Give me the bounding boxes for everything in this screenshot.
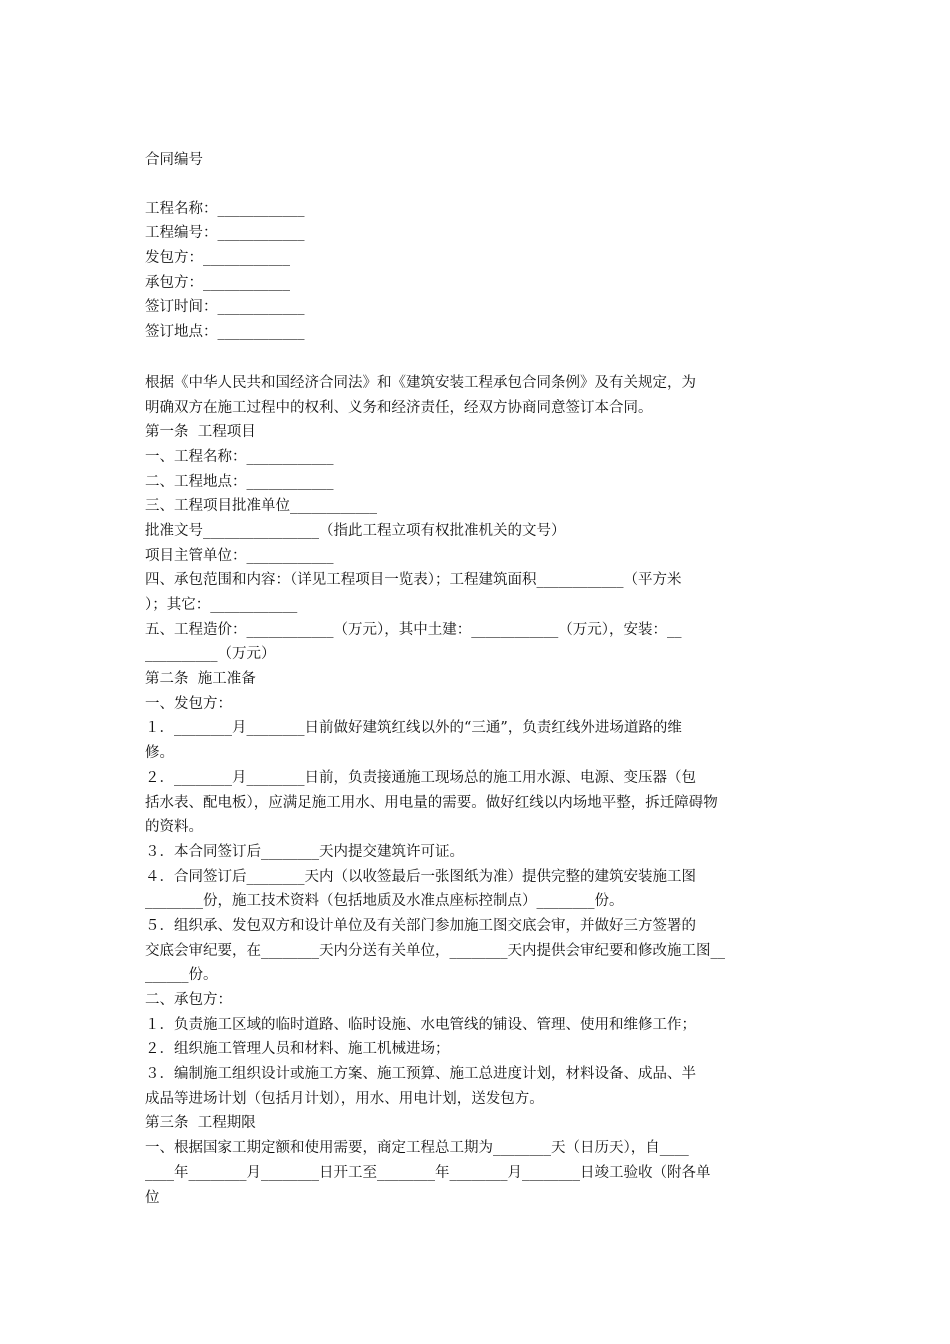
contract-body bbox=[145, 371, 815, 1210]
body-line: １．________月________日前做好建筑红线以外的“三通”，负责红线外进场道路的维 bbox=[145, 720, 682, 737]
body-line: 括水表、配电板），应满足施工用水、用电量的需要。做好红线以内场地平整，拆迁障碍物 bbox=[145, 794, 718, 811]
body-line: 一、工程名称：____________ bbox=[145, 448, 334, 465]
body-line: ４．合同签订后________天内（以收签最后一张图纸为准）提供完整的建筑安装施工图 bbox=[145, 868, 696, 885]
body-line: 一、发包方： bbox=[145, 695, 232, 712]
body-line: 的资料。 bbox=[145, 819, 203, 836]
cover-field-contractor: 承包方：____________ bbox=[145, 274, 290, 291]
spacer bbox=[145, 173, 815, 197]
body-line: 批准文号________________（指此工程立项有权批准机关的文号） bbox=[145, 522, 566, 539]
body-line: 二、承包方： bbox=[145, 992, 232, 1008]
body-line: ５．组织承、发包双方和设计单位及有关部门参加施工图交底会审，并做好三方签署的 bbox=[145, 917, 696, 934]
body-line: ３．编制施工组织设计或施工方案、施工预算、施工总进度计划，材料设备、成品、半 bbox=[145, 1066, 696, 1083]
cover-field-signing-place: 签订地点：____________ bbox=[145, 324, 305, 341]
body-line: ３．本合同签订后________天内提交建筑许可证。 bbox=[145, 843, 464, 860]
body-line: 三、工程项目批准单位____________ bbox=[145, 498, 377, 515]
body-line: ______份。 bbox=[145, 967, 218, 984]
body-line: 根据《中华人民共和国经济合同法》和《建筑安装工程承包合同条例》及有关规定，为 bbox=[145, 374, 696, 391]
article-heading: 第三条 工程期限 bbox=[145, 1115, 256, 1132]
body-line: ________份，施工技术资料（包括地质及水准点座标控制点）________份。 bbox=[145, 893, 624, 910]
body-line: ____年________月________日开工至________年________月________日竣工验收（附各单 bbox=[145, 1164, 711, 1181]
body-line: 位 bbox=[145, 1189, 160, 1206]
spacer bbox=[145, 345, 815, 371]
body-line: ）；其它：____________ bbox=[145, 597, 298, 613]
body-line: ２．________月________日前，负责接通施工现场总的施工用水源、电源、变压器（包 bbox=[145, 769, 696, 786]
body-line: 五、工程造价：____________（万元），其中土建：____________（万元），安装：__ bbox=[145, 621, 682, 638]
article-heading: 第一条 工程项目 bbox=[145, 424, 256, 441]
contract-page bbox=[145, 148, 815, 1210]
article-heading: 第二条 施工准备 bbox=[145, 671, 256, 688]
cover-field-project-number: 工程编号：____________ bbox=[145, 225, 305, 242]
body-line: ２．组织施工管理人员和材料、施工机械进场； bbox=[145, 1041, 450, 1058]
cover-fields bbox=[145, 197, 815, 345]
body-line: 交底会审纪要，在________天内分送有关单位，________天内提供会审纪要和修改施工图__ bbox=[145, 942, 725, 959]
cover-field-signing-date: 签订时间：____________ bbox=[145, 299, 305, 316]
body-line: 明确双方在施工过程中的权利、义务和经济责任，经双方协商同意签订本合同。 bbox=[145, 399, 653, 416]
cover-field-employer: 发包方：____________ bbox=[145, 250, 290, 267]
body-line: 修。 bbox=[145, 745, 174, 762]
body-line: 项目主管单位：____________ bbox=[145, 547, 334, 564]
contract-number-label: 合同编号 bbox=[145, 152, 203, 168]
body-line: 二、工程地点：____________ bbox=[145, 473, 334, 490]
body-line: 四、承包范围和内容：（详见工程项目一览表）；工程建筑面积____________（平方米 bbox=[145, 572, 682, 589]
body-line: １．负责施工区域的临时道路、临时设施、水电管线的铺设、管理、使用和维修工作； bbox=[145, 1016, 696, 1033]
body-line: __________（万元） bbox=[145, 646, 276, 663]
body-line: 一、根据国家工期定额和使用需要，商定工程总工期为________天（日历天），自____ bbox=[145, 1140, 689, 1157]
cover-field-project-name: 工程名称：____________ bbox=[145, 200, 305, 217]
body-line: 成品等进场计划（包括月计划），用水、用电计划，送发包方。 bbox=[145, 1090, 544, 1107]
